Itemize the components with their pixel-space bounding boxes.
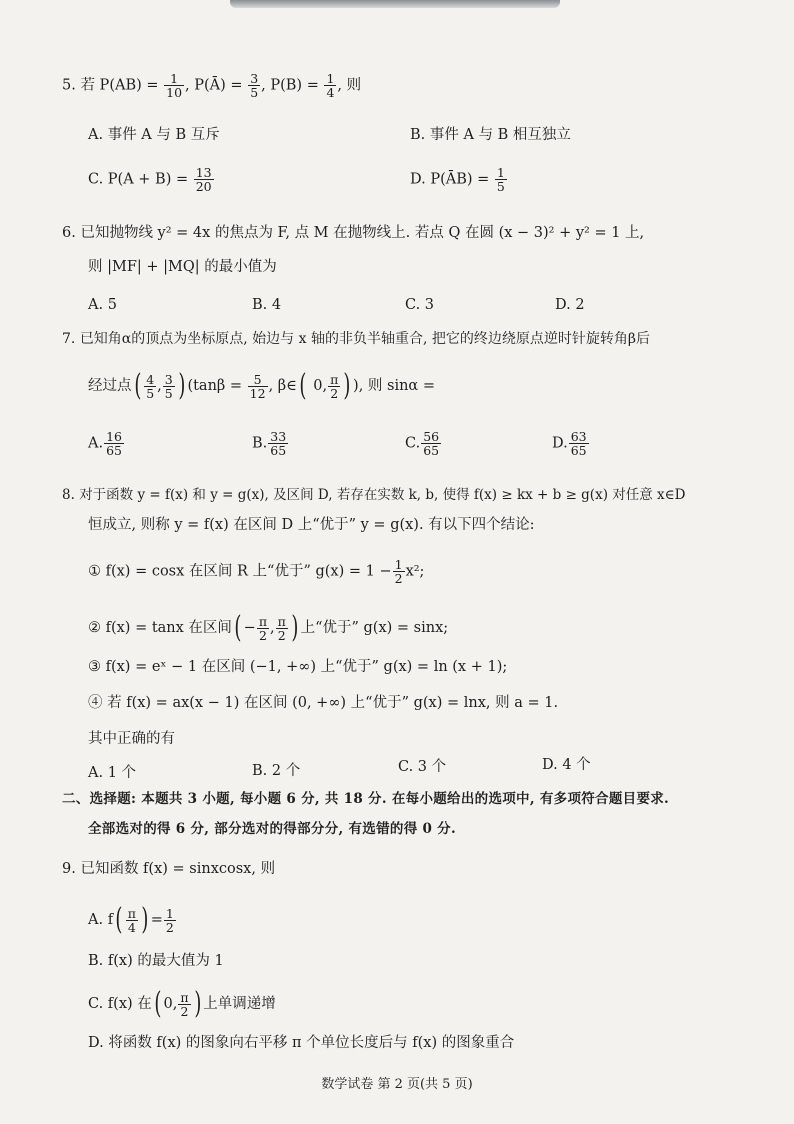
conclusion-3: ③ f(x) = eˣ − 1 在区间 (−1, +∞) 上“优于” g(x) = ln (x + 1);	[88, 659, 508, 675]
option-d: D. 2	[555, 297, 585, 313]
question-7-stem-cont: 经过点( $\frac{4}{5}$ , $\frac{3}{5}$ ) (tanβ = $\frac{5}{12}$ , β∈( 0, $\frac{\pi}{2}$ ) ), 则 sinα =	[88, 368, 435, 403]
option-c: C. $\frac{56}{65}$	[405, 429, 440, 458]
section-instructions: 全部选对的得 6 分, 部分选对的得部分分, 有选错的得 0 分.	[88, 821, 456, 837]
fraction: $\frac{3}{5}$	[250, 71, 259, 100]
fraction: $\frac{1}{10}$	[166, 71, 183, 100]
question-7-stem: 7. 已知角α的顶点为坐标原点, 始边与 x 轴的非负半轴重合, 把它的终边绕原点逆时针旋转角β后	[62, 331, 650, 347]
option-a: A. 事件 A 与 B 互斥	[88, 127, 220, 143]
fraction: $\frac{\pi}{4}$	[127, 905, 136, 935]
page-footer: 数学试卷 第 2 页(共 5 页)	[321, 1077, 473, 1092]
question-8-stem: 8. 对于函数 y = f(x) 和 y = g(x), 及区间 D, 若存在实数 k, b, 使得 f(x) ≥ kx + b ≥ g(x) 对任意 x∈D	[62, 487, 686, 503]
option-d: D. 将函数 f(x) 的图象向右平移 π 个单位长度后与 f(x) 的图象重合	[88, 1035, 515, 1051]
fraction: $\frac{4}{5}$	[146, 371, 155, 401]
conclusion-1: ① f(x) = cosx 在区间 R 上“优于” g(x) = 1 − $\frac{1}{2}$ x²;	[88, 557, 425, 586]
option-a: A. f( $\frac{\pi}{4}$ ) = $\frac{1}{2}$	[88, 902, 174, 937]
option-b: B. 事件 A 与 B 相互独立	[410, 127, 571, 143]
fraction: $\frac{13}{20}$	[195, 165, 212, 194]
option-b: B. $\frac{33}{65}$	[252, 429, 287, 458]
fraction: $\frac{1}{5}$	[496, 165, 505, 194]
fraction: $\frac{33}{65}$	[270, 429, 287, 458]
option-c: C. 3 个	[398, 759, 447, 775]
fraction: $\frac{1}{2}$	[394, 557, 403, 586]
question-5-stem: 5. 若 P(AB) = $\frac{1}{10}$ , P(Ā) = $\frac{3}{5}$ , P(B) = $\frac{1}{4}$ , 则	[62, 71, 362, 100]
option-a: A. 5	[88, 297, 117, 313]
conclusion-4: ④ 若 f(x) = ax(x − 1) 在区间 (0, +∞) 上“优于” g(x) = lnx, 则 a = 1.	[88, 695, 559, 711]
fraction: $\frac{63}{65}$	[570, 429, 587, 458]
option-b: B. 2 个	[252, 763, 301, 779]
conclusion-2: ② f(x) = tanx 在区间( − $\frac{\pi}{2}$ , $\frac{\pi}{2}$ ) 上“优于” g(x) = sinx;	[88, 610, 449, 645]
fraction: $\frac{\pi}{2}$	[330, 371, 339, 401]
option-a: A. 1 个	[88, 765, 137, 781]
option-b: B. 4	[252, 297, 282, 313]
section-heading: 二、选择题: 本题共 3 小题, 每小题 6 分, 共 18 分. 在每小题给出的选项中, 有多项符合题目要求.	[62, 791, 670, 807]
fraction: $\frac{56}{65}$	[423, 429, 440, 458]
fraction: $\frac{1}{2}$	[165, 905, 174, 935]
question-6-stem-cont: 则 |MF| + |MQ| 的最小值为	[88, 259, 277, 275]
option-a: A. $\frac{16}{65}$	[88, 429, 122, 458]
option-d: D. $\frac{63}{65}$	[552, 429, 587, 458]
fraction: $\frac{3}{5}$	[164, 371, 173, 401]
question-number: 5.	[62, 77, 76, 94]
option-d: D. 4 个	[542, 757, 591, 773]
fraction: $\frac{16}{65}$	[106, 429, 122, 458]
option-c: C. f(x) 在( 0, $\frac{\pi}{2}$ ) 上单调递增	[88, 986, 276, 1021]
fraction: $\frac{\pi}{2}$	[258, 613, 268, 643]
question-6-stem: 6. 已知抛物线 y² = 4x 的焦点为 F, 点 M 在抛物线上. 若点 Q 在圆 (x − 3)² + y² = 1 上,	[62, 225, 645, 241]
question-8-stem-cont: 恒成立, 则称 y = f(x) 在区间 D 上“优于” y = g(x). 有以下四个结论:	[88, 517, 535, 533]
option-b: B. f(x) 的最大值为 1	[88, 953, 224, 969]
fraction: $\frac{\pi}{2}$	[277, 613, 286, 643]
fraction: $\frac{1}{4}$	[326, 71, 335, 100]
question-9-stem: 9. 已知函数 f(x) = sinxcosx, 则	[62, 861, 276, 877]
option-d: D. P(ĀB) = $\frac{1}{5}$	[410, 165, 505, 194]
question-8-ask: 其中正确的有	[88, 731, 175, 747]
option-c: C. 3	[405, 297, 435, 313]
scanner-edge	[230, 0, 560, 8]
fraction: $\frac{\pi}{2}$	[180, 989, 189, 1019]
option-c: C. P(A + B) = $\frac{13}{20}$	[88, 165, 212, 194]
fraction: $\frac{5}{12}$	[249, 371, 266, 401]
